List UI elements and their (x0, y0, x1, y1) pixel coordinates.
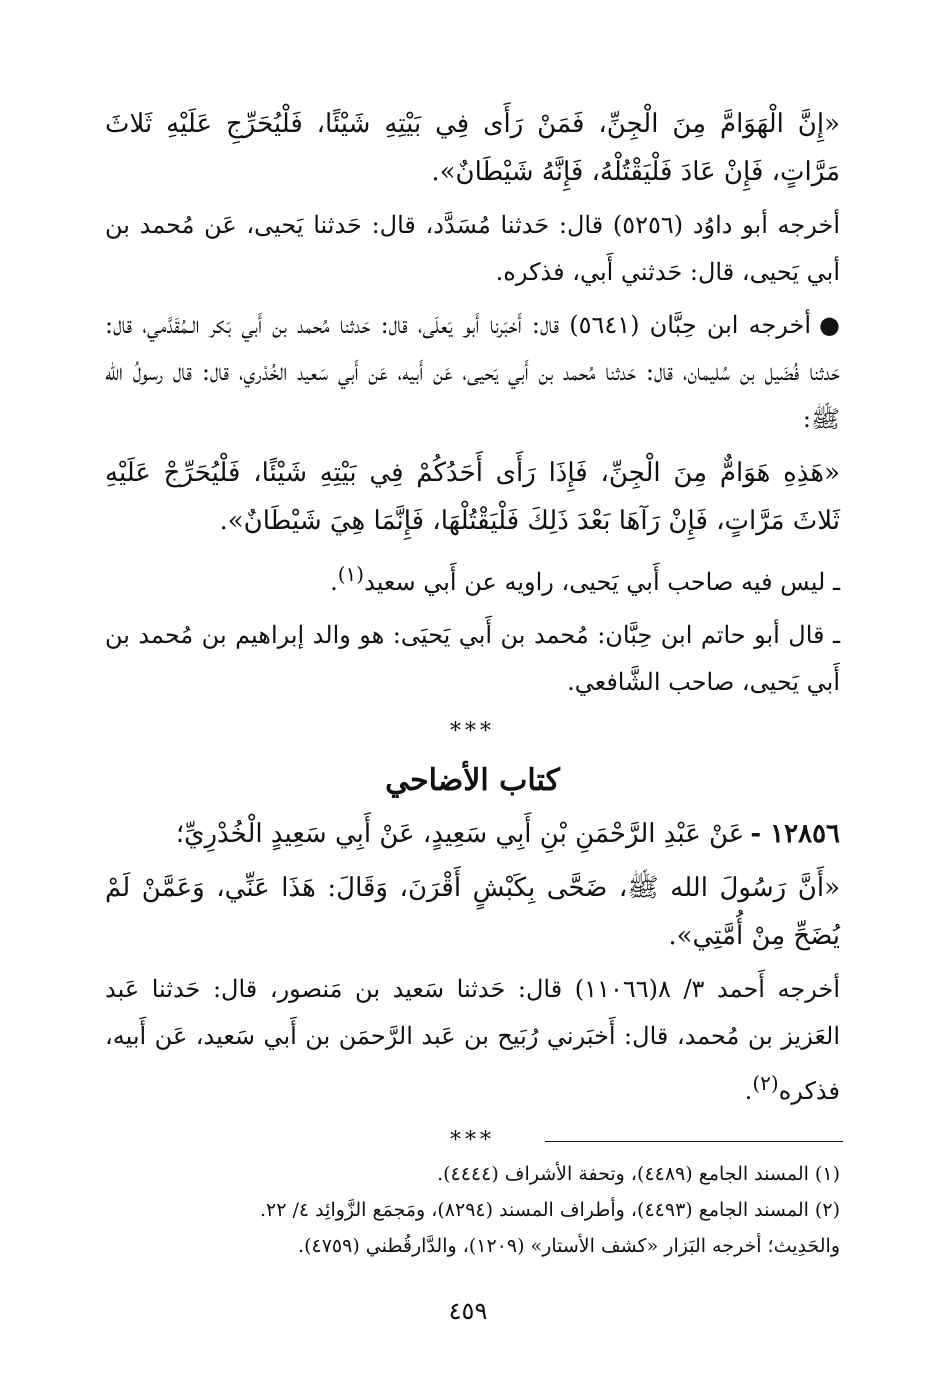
page-number: ٤٥٩ (448, 1297, 488, 1325)
hadith-text-2: «هَذِهِ هَوَامٌّ مِنَ الْجِنِّ، فَإِذَا رَأَى أَحَدُكُمْ فِي بَيْتِهِ شَيْئًا، فَلْيُحَرِّجْ عَلَيْهِ ثَلاثَ مَرَّاتٍ، فَإِنْ رَآهَا بَعْدَ ذَلِكَ فَلْيَقْتُلْهَا، فَإِنَّمَا هِيَ شَيْطَانٌ». (105, 458, 840, 536)
takhrij-ahmad-text: أخرجه أَحمد ٣/ ٨(١١٠٦٦) قال: حَدثنا سَعيد بن مَنصور، قال: حَدثنا عَبد العَزيز بن مُحمد، قال: أَخبَرني رُبَيح بن عَبد الرَّحمَن بن أَبي سَعيد، عَن أَبيه، فذكره (105, 975, 841, 1105)
footnotes (105, 1156, 840, 1264)
footnote-ref-2: (٢) (752, 1071, 779, 1095)
takhrij-ahmad (105, 966, 840, 1115)
page-body (105, 100, 840, 1161)
footnote-ref-1: (١) (337, 562, 365, 586)
note-1-end: . (330, 568, 338, 596)
hadith-text-1: «إِنَّ الْهَوَامَّ مِنَ الْجِنِّ، فَمَنْ رَأَى فِي بَيْتِهِ شَيْئًا، فَلْيُحَرِّجِ عَلَيْهِ ثَلاثَ مَرَّاتٍ، فَإِنْ عَادَ فَلْيَقْتُلْهُ، فَإِنَّهُ شَيْطَانٌ». (105, 109, 840, 187)
chapter-title: كتاب الأضاحي (385, 763, 560, 798)
footnote-1: (١) المسند الجامع (٤٤٨٩)، وتحفة الأشراف (٤٤٤٤). (437, 1163, 840, 1185)
note-line-1 (105, 551, 840, 606)
takhrij-ahmad-end: . (744, 1077, 753, 1105)
takhrij-ibn-hibban (105, 302, 840, 443)
note-line-2: ـ قال أبو حاتم ابن حِبَّان: مُحمد بن أَبي يَحيَى: هو والد إبراهيم بن مُحمد بن أَبي يَحيى، صاحب الشَّافعي. (105, 621, 840, 696)
section-separator-stars: *** (450, 719, 495, 744)
takhrij-abu-dawud: أخرجه أبو داوُد (٥٢٥٦) قال: حَدثنا مُسَدَّد، قال: حَدثنا يَحيى، عَن مُحمد بن أبي يَحيى، قال: حَدثني أَبي، فذكره. (105, 211, 840, 286)
note-1-text: ـ ليس فيه صاحب أَبي يَحيى، راويه عن أَبي سعيد (364, 568, 840, 596)
hadith-text-3: «أَنَّ رَسُولَ الله ﷺ، ضَحَّى بِكَبْشٍ أَقْرَنَ، وَقَالَ: هَذَا عَنِّي، وَعَمَّنْ لَمْ يُضَحِّ مِنْ أُمَّتِي». (105, 873, 840, 951)
hadith-heading (105, 810, 840, 858)
footnote-2: (٢) المسند الجامع (٤٤٩٣)، وأطراف المسند (٨٢٩٤)، ومَجمَع الزَّوائِد ٤/ ٢٢. (260, 1199, 840, 1221)
takhrij-ibn-hibban-text: أخرجه ابن حِبَّان (٥٦٤١) قال: أَخبَرنا أَبو يَعلَى، قال: حَدثنا مُحمد بن أَبي بَكر الـمُقَدَّمي، قال: حَدثنا فُضَيل بن سُليمان، قال: حَدثنا مُحمد بن أَبي يَحيى، عَن أَبيه، عَن أَبي سَعيد الخُدْري، قال: قال رسولُ الله ﷺ: (105, 311, 840, 433)
footnote-divider (545, 1141, 843, 1142)
hadith-number: ١٢٨٥٦ - (750, 819, 840, 849)
end-separator-stars: *** (450, 1128, 495, 1153)
bullet-icon: ● (819, 311, 840, 339)
isnad-heading: عَنْ عَبْدِ الرَّحْمَنِ بْنِ أَبِي سَعِيدٍ، عَنْ أَبِي سَعِيدٍ الْخُدْرِيِّ؛ (175, 819, 745, 849)
footnote-2-continued: والحَدِيث؛ أخرجه البَزار «كشف الأستار» (١٢٠٩)، والدَّارقُطني (٤٧٥٩). (298, 1235, 840, 1257)
